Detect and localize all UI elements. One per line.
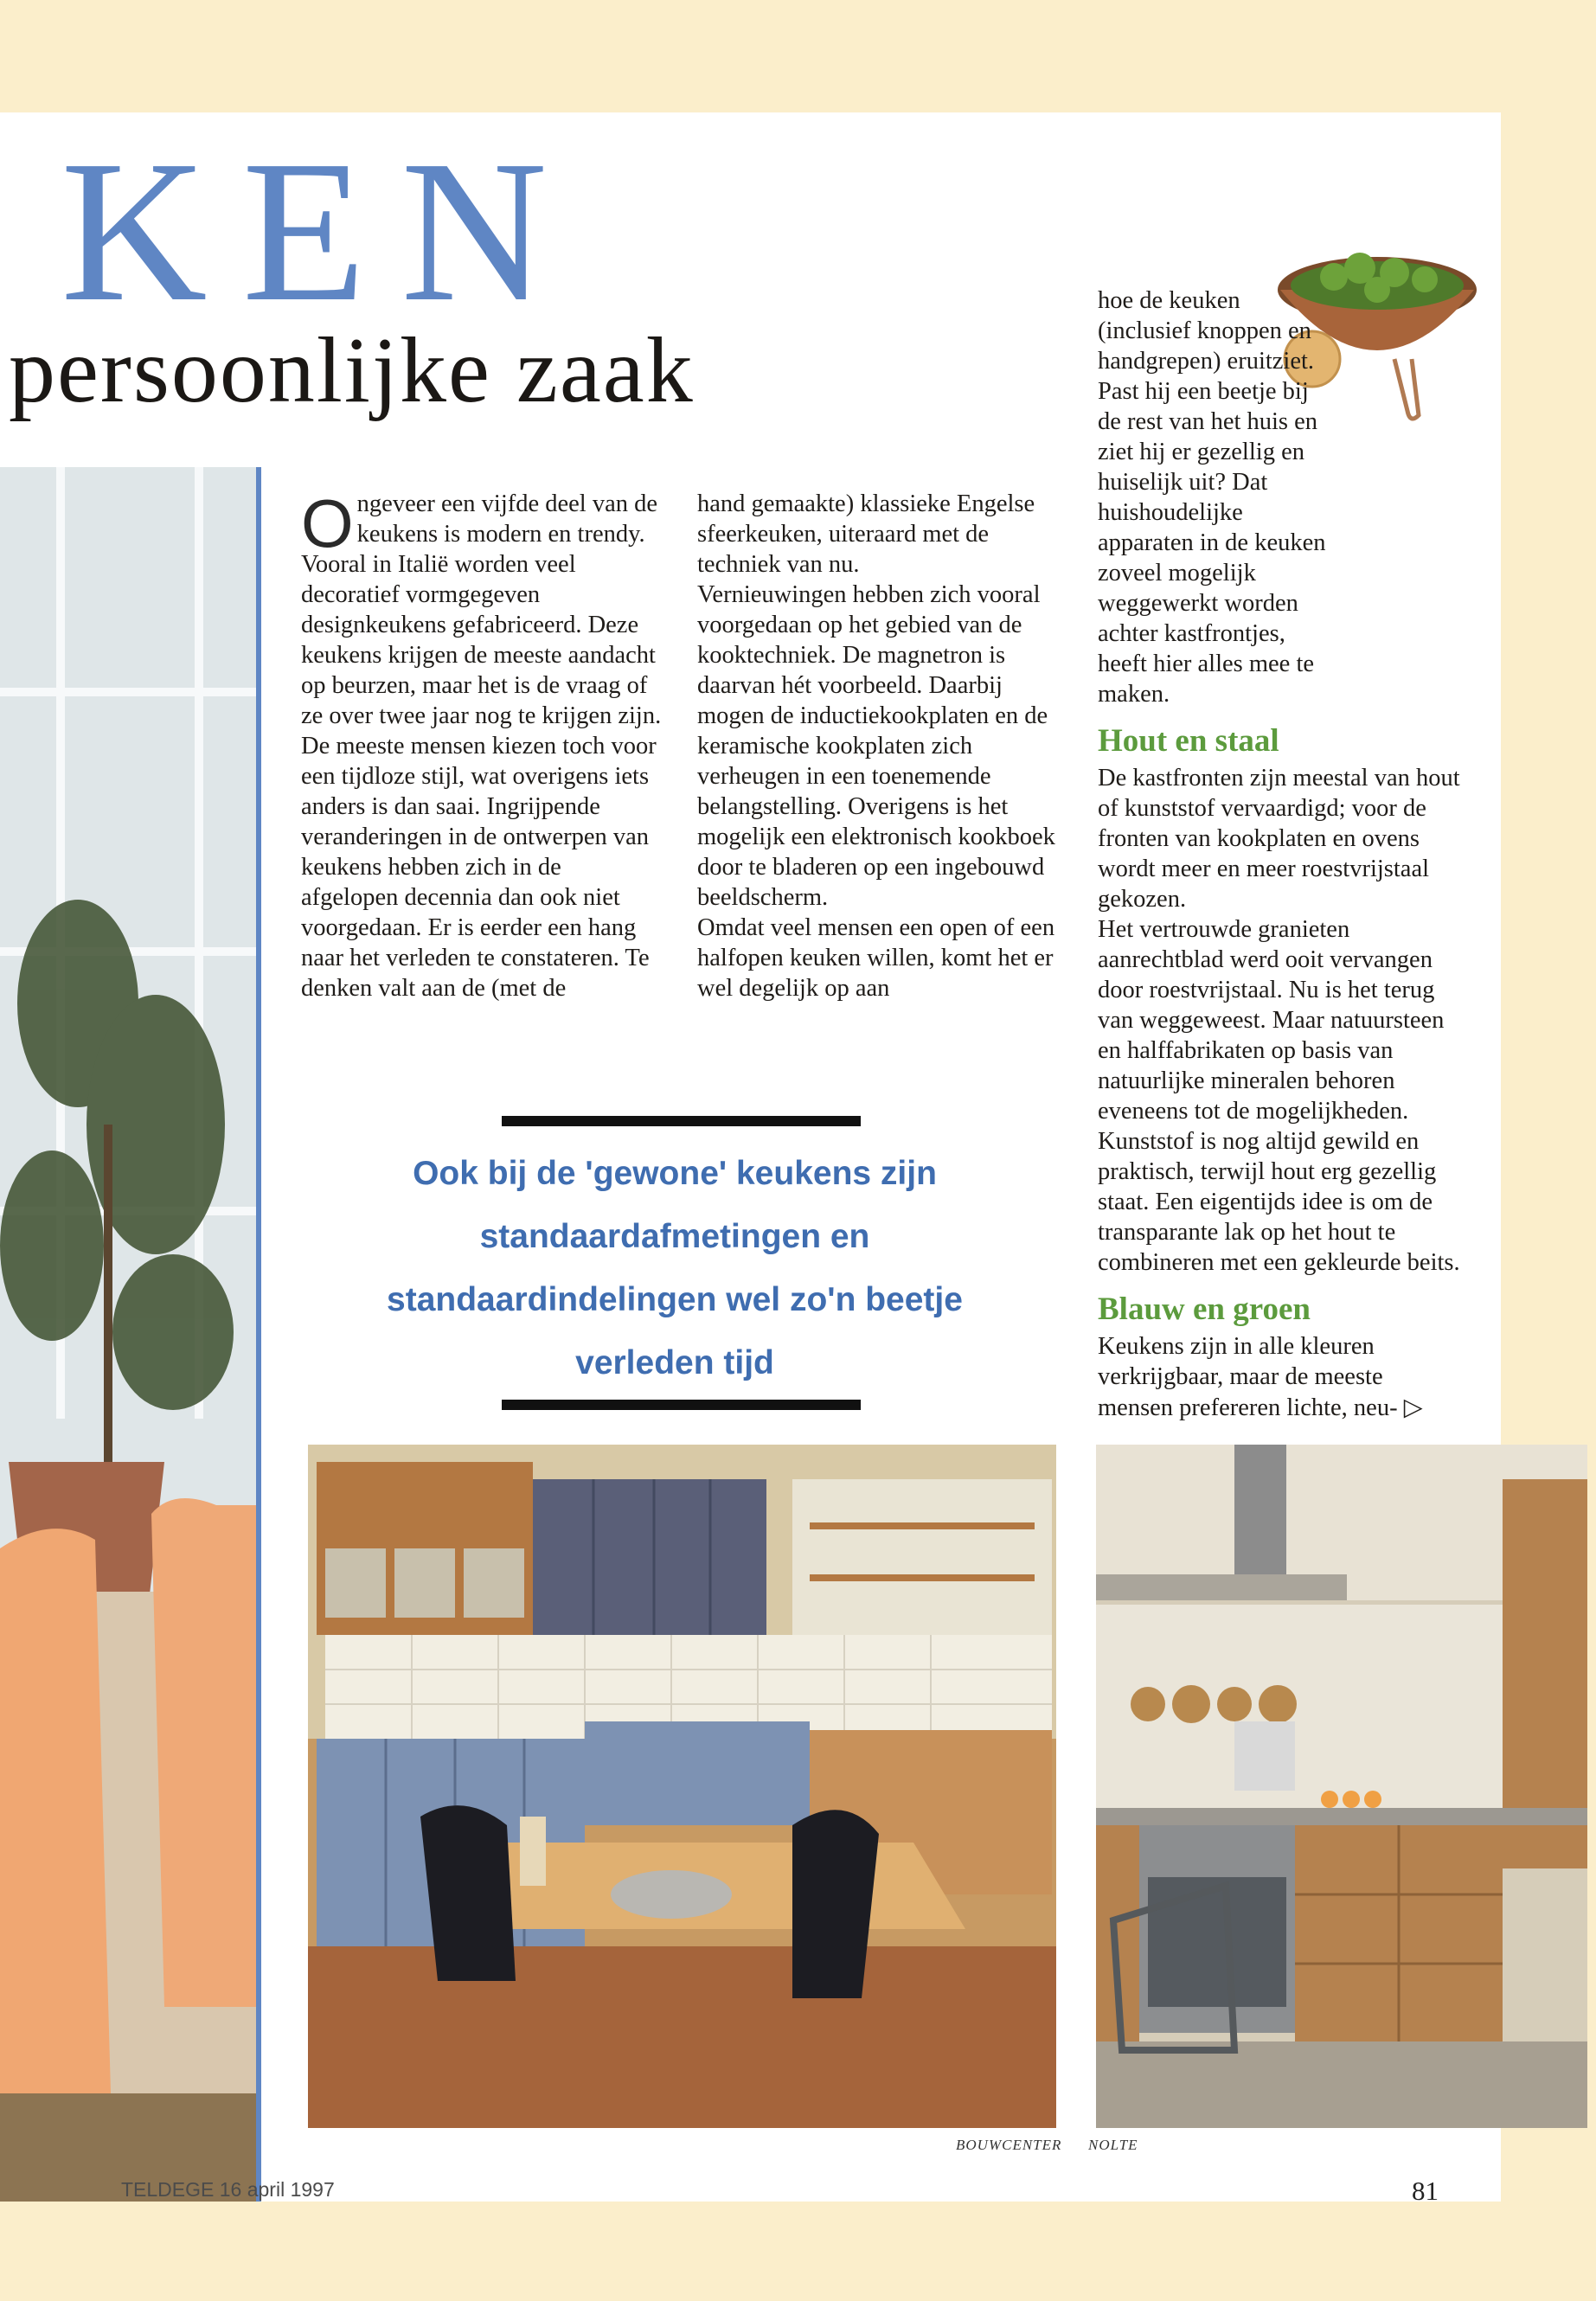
pullquote-line: standaardindelingen wel zo'n beetje xyxy=(387,1281,963,1318)
top-margin-band xyxy=(0,0,1596,112)
column2-paragraph: Omdat veel mensen een open of een halfopen keuken willen, komt het er wel degelijk op aan xyxy=(697,914,1055,1002)
column3-paragraph: De kastfronten zijn meestal van hout of kunststof vervaardigd; voor de fronten van kookplaten en ovens wordt meer en meer roestvrijstaal gekozen. xyxy=(1098,765,1460,913)
body-column-2 xyxy=(697,489,1061,1003)
page-number: 81 xyxy=(1412,2176,1439,2206)
column3-paragraph: Het vertrouwde granieten aanrechtblad werd ooit vervangen door roestvrijstaal. Nu is het terug van weggeweest. Maar natuursteen en halffabrikaten op basis van natuurlijke mineralen behoren eveneens tot de mogelijkheden. Kunststof is nog altijd gewild en praktisch, terwijl hout erg gezellig staat. Een eigentijds idee is om de transparante lak op het hout te combineren met een gekleurde beits. xyxy=(1098,916,1460,1276)
column1-text: ngeveer een vijfde deel van de keukens is modern en trendy. Vooral in Italië worden veel decoratief vormgegeven designkeukens gefabriceerd. Deze keukens krijgen de meeste aandacht op beurzen, maar het is de vraag of ze over twee jaar nog te krijgen zijn. De meeste mensen kiezen toch voor een tijdloze stijl, wat overigens iets anders is dan saai. Ingrijpende veranderingen in de ontwerpen van keukens hebben zich in de afgelopen decennia dan ook niet voorgedaan. Er is eerder een hang naar het verleden te constateren. Te denken valt aan de (met de xyxy=(301,490,662,1002)
subheading-hout-en-staal: Hout en staal xyxy=(1098,723,1279,759)
kitchen-photo-bouwcenter xyxy=(308,1445,1056,2128)
photo-credit-nolte: NOLTE xyxy=(1088,2137,1138,2153)
column2-paragraph: Vernieuwingen hebben zich vooral voorgedaan op het gebied van de kooktechniek. De magnetron is daarvan hét voorbeeld. Daarbij mogen de inductiekookplaten en de keramische kookplaten zich verheugen in een toenemende belangstelling. Overigens is het mogelijk een elektronisch kookboek door te bladeren op een ingebouwd beeldscherm. xyxy=(697,581,1055,911)
left-blue-rule xyxy=(256,467,261,2301)
headline-sub: persoonlijke zaak xyxy=(9,319,695,422)
pullquote-line: verleden tijd xyxy=(575,1344,774,1381)
photo-credit-bouwcenter: BOUWCENTER xyxy=(956,2137,1062,2153)
body-column-1 xyxy=(301,485,664,1003)
column2-paragraph: hand gemaakte) klassieke Engelse sfeerkeuken, uiteraard met de techniek van nu. xyxy=(697,490,1035,578)
pullquote xyxy=(329,1142,1021,1394)
left-edge-photo xyxy=(0,467,260,2223)
drop-cap: O xyxy=(301,485,354,561)
pullquote-line: Ook bij de 'gewone' keukens zijn xyxy=(413,1155,937,1192)
column3-intro: hoe de keuken (inclusief knoppen en handgrepen) eruitziet. Past hij een beetje bij de rest van het huis en ziet hij er gezellig en huiselijk uit? Dat huishoudelijke apparaten in de keuken zoveel mogelijk weggewerkt worden achter kastfrontjes, heeft hier alles mee te maken. xyxy=(1098,287,1326,708)
headline-main: KEN xyxy=(61,119,582,343)
column3-paragraph xyxy=(1098,1331,1461,1423)
pullquote-line: standaardafmetingen en xyxy=(479,1218,870,1255)
bottom-margin-band xyxy=(0,2202,1596,2301)
continue-arrow-icon: ▷ xyxy=(1403,1393,1423,1421)
subheading-blauw-en-groen: Blauw en groen xyxy=(1098,1292,1311,1327)
pullquote-rule-top xyxy=(502,1116,861,1126)
pullquote-rule-bottom xyxy=(502,1400,861,1410)
kitchen-photo-nolte xyxy=(1096,1445,1587,2128)
body-column-3 xyxy=(1098,285,1461,1423)
column3-last-text: Keukens zijn in alle kleuren verkrijgbaar, maar de meeste mensen prefereren lichte, neu- xyxy=(1098,1333,1398,1421)
running-footer: TELDEGE 16 april 1997 xyxy=(121,2178,335,2201)
